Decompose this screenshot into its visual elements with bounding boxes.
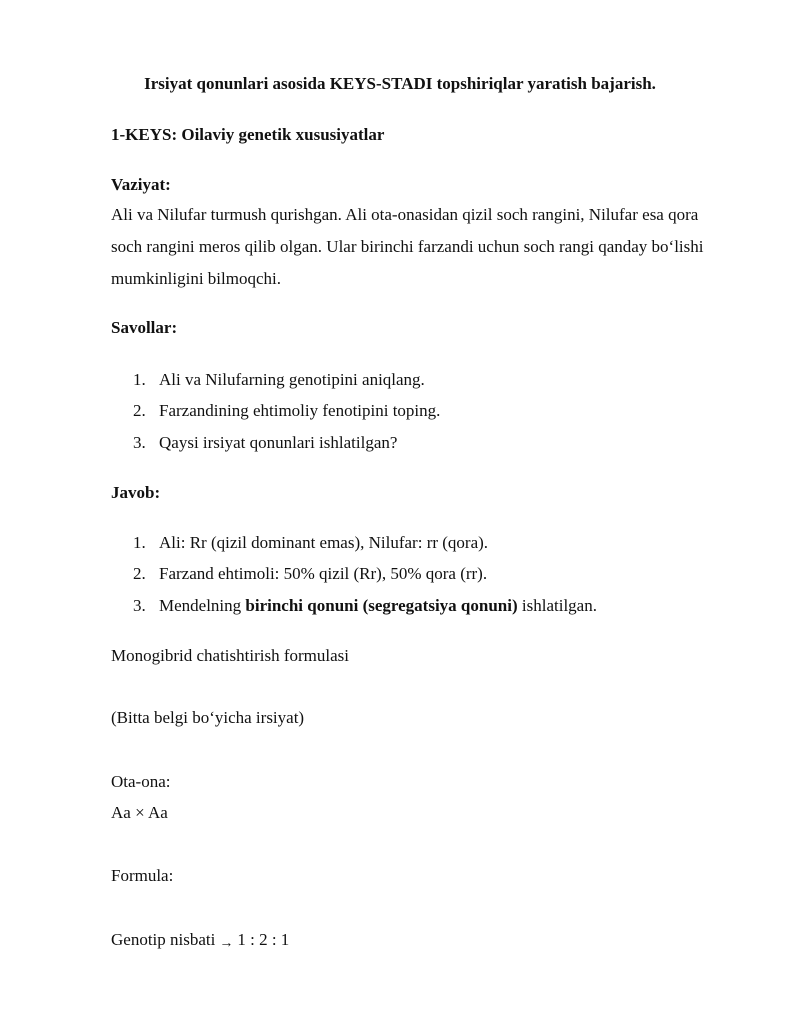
case-heading: 1-KEYS: Oilaviy genetik xususiyatlar <box>111 125 385 144</box>
answer-label: Javob: <box>111 483 161 502</box>
genotype-ratio <box>111 930 289 952</box>
list-number: 3. <box>133 596 146 615</box>
list-item <box>133 533 488 553</box>
genotype-ratio-label: Genotip nisbati <box>111 930 216 949</box>
situation-line: mumkinligini bilmoqchi. <box>111 269 281 288</box>
situation-paragraph <box>111 199 751 295</box>
list-text: ishlatilgan. <box>517 596 597 615</box>
situation-line: soch rangini meros qilib olgan. Ular birinchi farzandi uchun soch rangi qanday bo‘lishi <box>111 237 704 256</box>
document-title: Irsiyat qonunlari asosida KEYS-STADI topshiriqlar yaratish bajarish. <box>144 74 656 93</box>
list-text: Ali va Nilufarning genotipini aniqlang. <box>159 370 425 389</box>
questions-label: Savollar: <box>111 318 178 337</box>
list-text: Ali: Rr (qizil dominant emas), Nilufar: rr (qora). <box>159 533 489 552</box>
arrow-right-icon: → <box>219 936 234 951</box>
formula-label: Formula: <box>111 866 174 885</box>
list-number: 2. <box>133 564 146 583</box>
list-number: 2. <box>133 401 146 420</box>
parents-label: Ota-ona: <box>111 772 171 791</box>
list-text: Mendelning <box>159 596 246 615</box>
list-text: Farzandining ehtimoliy fenotipini toping. <box>159 401 441 420</box>
list-text: Farzand ehtimoli: 50% qizil (Rr), 50% qora (rr). <box>159 564 488 583</box>
list-number: 1. <box>133 370 146 389</box>
list-item <box>133 564 487 584</box>
formula-heading: Monogibrid chatishtirish formulasi <box>111 646 349 665</box>
situation-label: Vaziyat: <box>111 175 171 194</box>
parents-cross: Aa × Aa <box>111 803 168 822</box>
emphasis-text: birinchi qonuni (segregatsiya qonuni) <box>245 596 518 615</box>
situation-line: Ali va Nilufar turmush qurishgan. Ali ota-onasidan qizil soch rangini, Nilufar esa qora <box>111 205 699 224</box>
genotype-ratio-value: 1 : 2 : 1 <box>237 930 290 949</box>
list-text: Qaysi irsiyat qonunlari ishlatilgan? <box>159 433 398 452</box>
list-item <box>133 401 440 421</box>
list-number: 1. <box>133 533 146 552</box>
list-number: 3. <box>133 433 146 452</box>
list-item <box>133 370 425 390</box>
formula-subheading: (Bitta belgi bo‘yicha irsiyat) <box>111 708 305 727</box>
list-item <box>133 596 597 616</box>
list-item <box>133 433 397 453</box>
